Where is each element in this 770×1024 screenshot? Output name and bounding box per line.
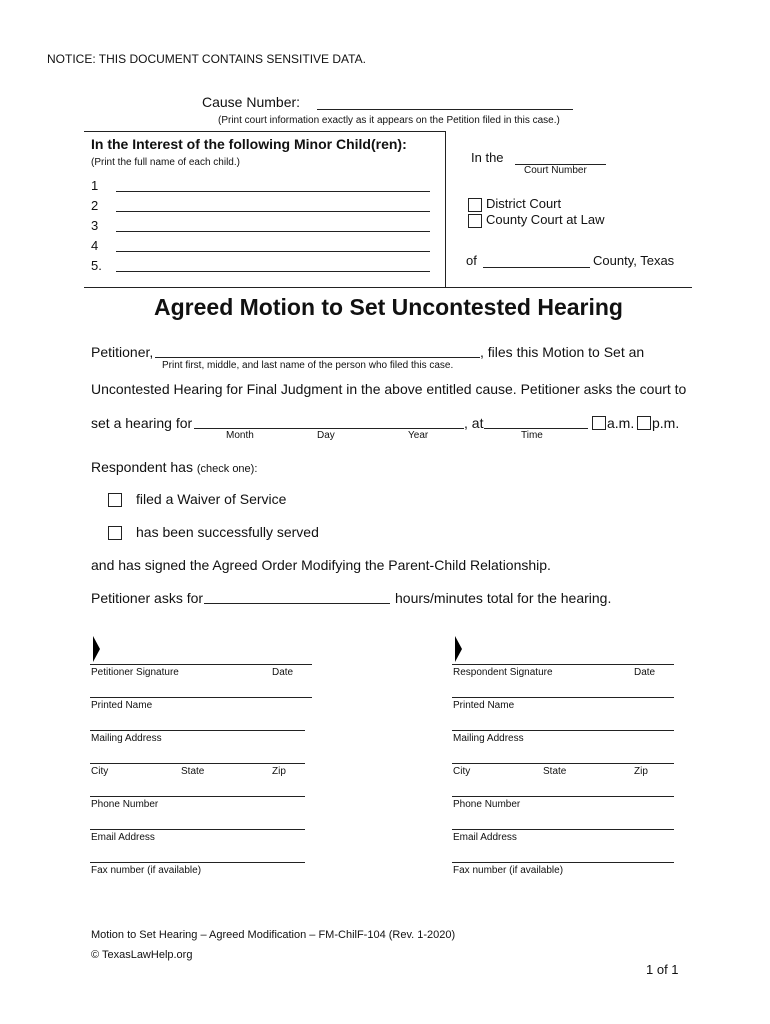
petitioner-mailing-address-field[interactable] bbox=[90, 730, 305, 731]
respondent-signature-field[interactable] bbox=[452, 664, 674, 665]
child-name-field-3[interactable] bbox=[116, 231, 430, 232]
motion-sentence: Uncontested Hearing for Final Judgment in the above entitled cause. Petitioner asks the court to bbox=[91, 381, 687, 397]
respondent-mailing-address-field[interactable] bbox=[452, 730, 674, 731]
hours-field[interactable] bbox=[204, 603, 390, 604]
respondent-mailing-address-caption: Mailing Address bbox=[453, 733, 524, 744]
petitioner-signature-caption: Petitioner Signature bbox=[91, 667, 179, 678]
month-caption: Month bbox=[226, 430, 254, 441]
child-number: 2 bbox=[91, 198, 99, 213]
files-motion-text: , files this Motion to Set an bbox=[480, 344, 645, 360]
petitioner-name-caption: Print first, middle, and last name of the person who filed this case. bbox=[162, 360, 454, 371]
children-heading: In the Interest of the following Minor Child(ren): bbox=[91, 136, 407, 152]
county-court-at-law-label: County Court at Law bbox=[486, 212, 605, 227]
hours-suffix: hours/minutes total for the hearing. bbox=[395, 590, 612, 606]
respondent-label bbox=[91, 459, 257, 475]
petitioner-state-caption: State bbox=[181, 766, 205, 777]
respondent-zip-caption: Zip bbox=[634, 766, 648, 777]
child-number: 1 bbox=[91, 178, 99, 193]
waiver-of-service-checkbox[interactable] bbox=[108, 493, 122, 507]
county-texas-label: County, Texas bbox=[593, 253, 675, 268]
am-checkbox[interactable] bbox=[592, 416, 606, 430]
respondent-city-caption: City bbox=[453, 766, 471, 777]
respondent-city-state-zip-field[interactable] bbox=[452, 763, 674, 764]
child-name-field-5[interactable] bbox=[116, 271, 430, 272]
respondent-date-caption: Date bbox=[634, 667, 656, 678]
petitioner-label: Petitioner, bbox=[91, 344, 154, 360]
day-caption: Day bbox=[317, 430, 335, 441]
agreed-order-text: and has signed the Agreed Order Modifying the Parent-Child Relationship. bbox=[91, 557, 551, 573]
petitioner-fax-caption: Fax number (if available) bbox=[91, 865, 202, 876]
petitioner-mailing-address-caption: Mailing Address bbox=[91, 733, 162, 744]
district-court-label: District Court bbox=[486, 196, 562, 211]
children-note: (Print the full name of each child.) bbox=[91, 157, 240, 168]
child-number: 5. bbox=[91, 258, 102, 273]
page-title: Agreed Motion to Set Uncontested Hearing bbox=[154, 294, 623, 320]
petitioner-city-caption: City bbox=[91, 766, 109, 777]
form-id: Motion to Set Hearing – Agreed Modification – FM-ChilF-104 (Rev. 1-2020) bbox=[91, 929, 456, 941]
petitioner-zip-caption: Zip bbox=[272, 766, 286, 777]
in-the-label: In the bbox=[471, 150, 504, 165]
sign-here-arrow-icon bbox=[93, 636, 100, 662]
page-number: 1 of 1 bbox=[646, 962, 679, 977]
cause-number-field[interactable] bbox=[317, 109, 573, 110]
respondent-email-field[interactable] bbox=[452, 829, 674, 830]
respondent-fax-caption: Fax number (if available) bbox=[453, 865, 564, 876]
year-caption: Year bbox=[408, 430, 429, 441]
sign-here-arrow-icon bbox=[455, 636, 462, 662]
court-number-caption: Court Number bbox=[524, 165, 587, 176]
hours-prefix: Petitioner asks for bbox=[91, 590, 204, 606]
of-label: of bbox=[466, 253, 477, 268]
district-court-checkbox[interactable] bbox=[468, 198, 482, 212]
column-divider bbox=[445, 131, 446, 287]
child-number: 3 bbox=[91, 218, 99, 233]
respondent-has-text: Respondent has bbox=[91, 459, 193, 475]
petitioner-name-field[interactable] bbox=[155, 357, 480, 358]
child-name-field-2[interactable] bbox=[116, 211, 430, 212]
petitioner-fax-field[interactable] bbox=[90, 862, 305, 863]
am-label: a.m. bbox=[607, 415, 635, 431]
respondent-signature-caption: Respondent Signature bbox=[453, 667, 553, 678]
respondent-state-caption: State bbox=[543, 766, 567, 777]
at-label: , at bbox=[464, 415, 484, 431]
cause-number-label: Cause Number: bbox=[202, 94, 301, 110]
hearing-date-field[interactable] bbox=[194, 428, 464, 429]
respondent-email-caption: Email Address bbox=[453, 832, 517, 843]
time-caption: Time bbox=[521, 430, 543, 441]
respondent-phone-caption: Phone Number bbox=[453, 799, 521, 810]
petitioner-phone-caption: Phone Number bbox=[91, 799, 159, 810]
respondent-printed-name-field[interactable] bbox=[452, 697, 674, 698]
county-name-field[interactable] bbox=[483, 267, 590, 268]
child-name-field-1[interactable] bbox=[116, 191, 430, 192]
child-number: 4 bbox=[91, 238, 99, 253]
successfully-served-checkbox[interactable] bbox=[108, 526, 122, 540]
petitioner-email-field[interactable] bbox=[90, 829, 305, 830]
petitioner-signature-field[interactable] bbox=[90, 664, 312, 665]
county-court-at-law-checkbox[interactable] bbox=[468, 214, 482, 228]
petitioner-email-caption: Email Address bbox=[91, 832, 155, 843]
petitioner-city-state-zip-field[interactable] bbox=[90, 763, 305, 764]
child-name-field-4[interactable] bbox=[116, 251, 430, 252]
copyright: © TexasLawHelp.org bbox=[91, 949, 193, 961]
hearing-time-field[interactable] bbox=[484, 428, 588, 429]
successfully-served-label: has been successfully served bbox=[136, 524, 319, 540]
set-hearing-label: set a hearing for bbox=[91, 415, 193, 431]
petitioner-date-caption: Date bbox=[272, 667, 294, 678]
check-one-text: (check one): bbox=[196, 463, 258, 475]
pm-label: p.m. bbox=[652, 415, 680, 431]
respondent-phone-field[interactable] bbox=[452, 796, 674, 797]
children-top-rule bbox=[84, 131, 445, 132]
petitioner-printed-name-caption: Printed Name bbox=[91, 700, 153, 711]
respondent-fax-field[interactable] bbox=[452, 862, 674, 863]
petitioner-printed-name-field[interactable] bbox=[90, 697, 312, 698]
sensitive-data-notice: NOTICE: THIS DOCUMENT CONTAINS SENSITIVE DATA. bbox=[47, 52, 366, 66]
respondent-printed-name-caption: Printed Name bbox=[453, 700, 515, 711]
petitioner-phone-field[interactable] bbox=[90, 796, 305, 797]
waiver-of-service-label: filed a Waiver of Service bbox=[136, 491, 287, 507]
header-bottom-rule bbox=[84, 287, 692, 288]
cause-number-note: (Print court information exactly as it appears on the Petition filed in this case.) bbox=[218, 115, 560, 126]
pm-checkbox[interactable] bbox=[637, 416, 651, 430]
